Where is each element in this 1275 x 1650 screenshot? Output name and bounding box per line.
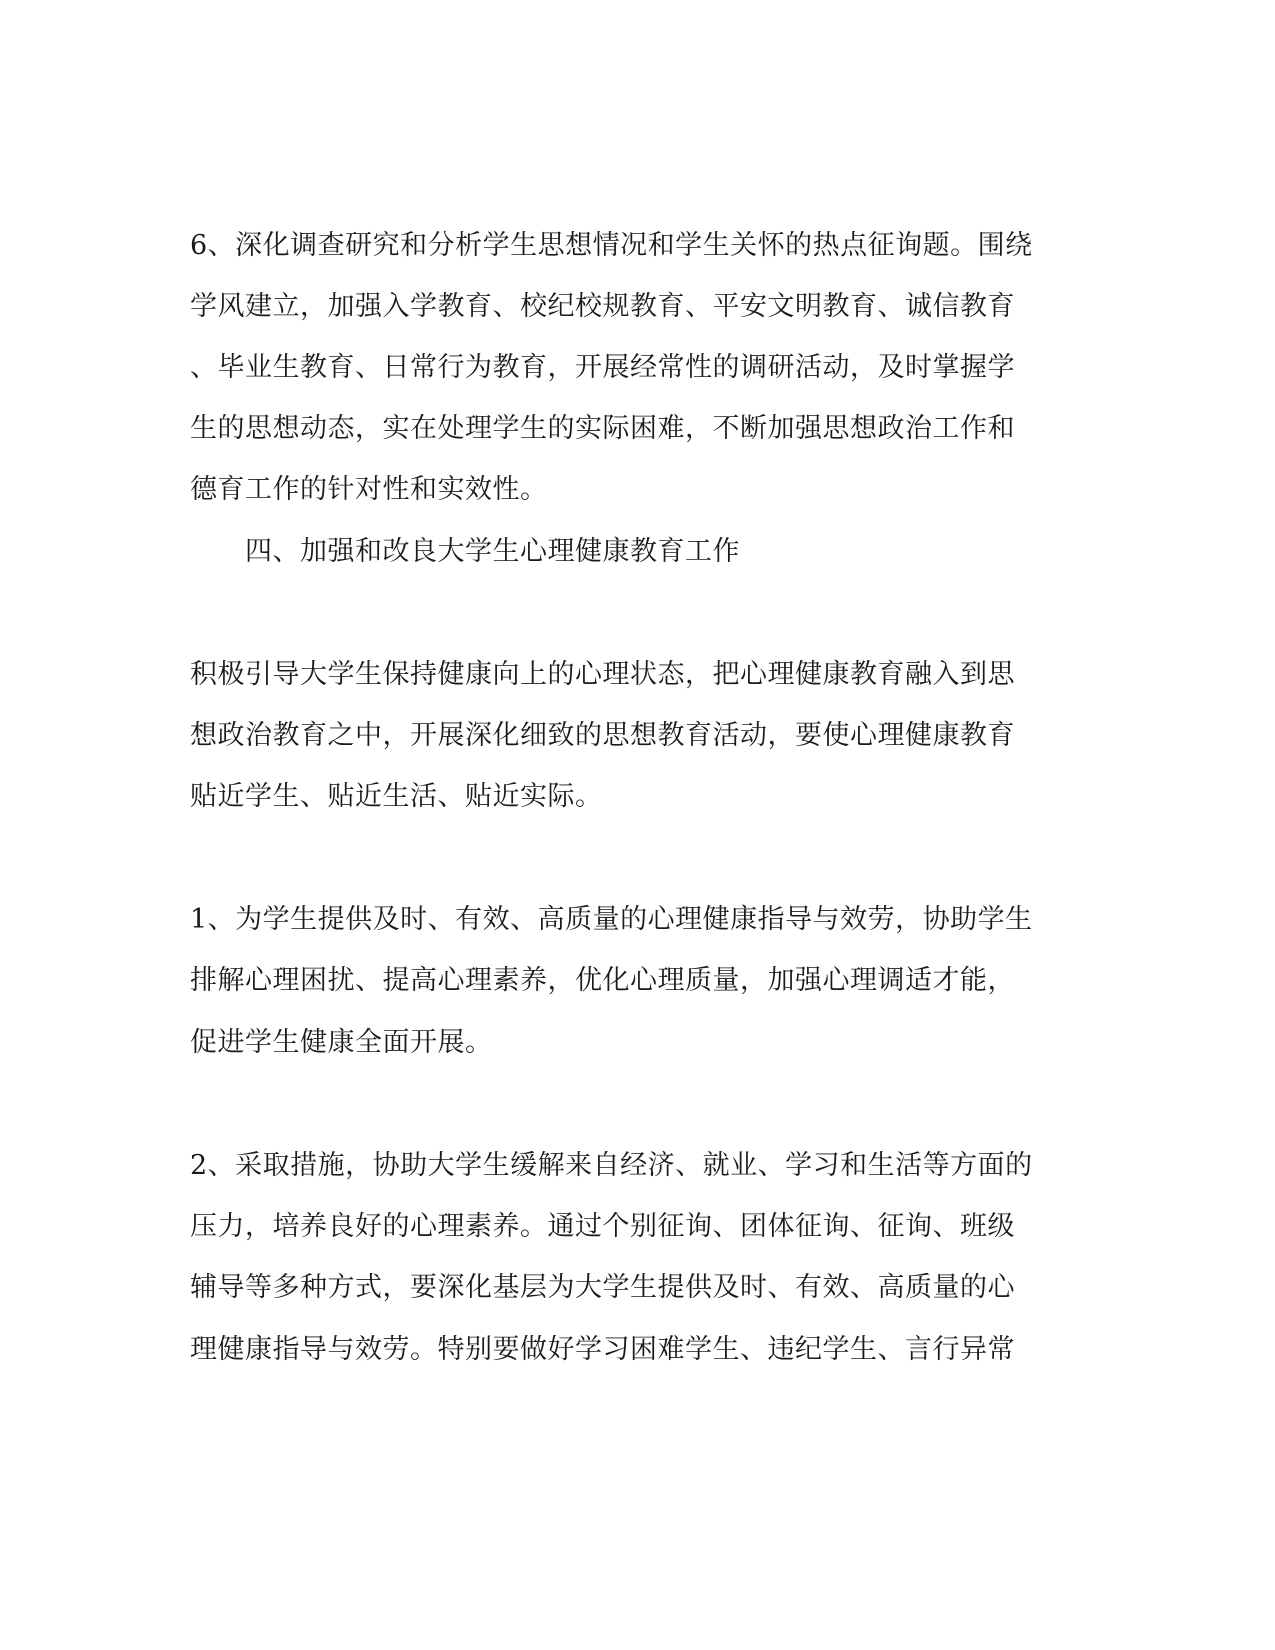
paragraph-line: 想政治教育之中，开展深化细致的思想教育活动，要使心理健康教育 — [190, 720, 1015, 751]
paragraph-line: 积极引导大学生保持健康向上的心理状态，把心理健康教育融入到思 — [190, 659, 1015, 690]
section-heading: 四、加强和改良大学生心理健康教育工作 — [245, 536, 740, 567]
paragraph-line: 、毕业生教育、日常行为教育，开展经常性的调研活动，及时掌握学 — [190, 352, 1015, 383]
paragraph-line: 促进学生健康全面开展。 — [190, 1027, 493, 1058]
paragraph-line: 2、采取措施，协助大学生缓解来自经济、就业、学习和生活等方面的 — [190, 1150, 1033, 1181]
paragraph-line: 理健康指导与效劳。特别要做好学习困难学生、违纪学生、言行异常 — [190, 1334, 1015, 1365]
paragraph-line: 学风建立，加强入学教育、校纪校规教育、平安文明教育、诚信教育 — [190, 291, 1015, 322]
paragraph-line: 6、深化调查研究和分析学生思想情况和学生关怀的热点征询题。围绕 — [190, 230, 1033, 261]
paragraph-line: 生的思想动态，实在处理学生的实际困难，不断加强思想政治工作和 — [190, 413, 1015, 444]
paragraph-line: 压力，培养良好的心理素养。通过个别征询、团体征询、征询、班级 — [190, 1211, 1015, 1242]
paragraph-line: 贴近学生、贴近生活、贴近实际。 — [190, 781, 603, 812]
paragraph-line: 辅导等多种方式，要深化基层为大学生提供及时、有效、高质量的心 — [190, 1272, 1015, 1303]
paragraph-line: 1、为学生提供及时、有效、高质量的心理健康指导与效劳，协助学生 — [190, 904, 1033, 935]
paragraph-line: 排解心理困扰、提高心理素养，优化心理质量，加强心理调适才能， — [190, 965, 1015, 996]
paragraph-line: 德育工作的针对性和实效性。 — [190, 474, 548, 505]
